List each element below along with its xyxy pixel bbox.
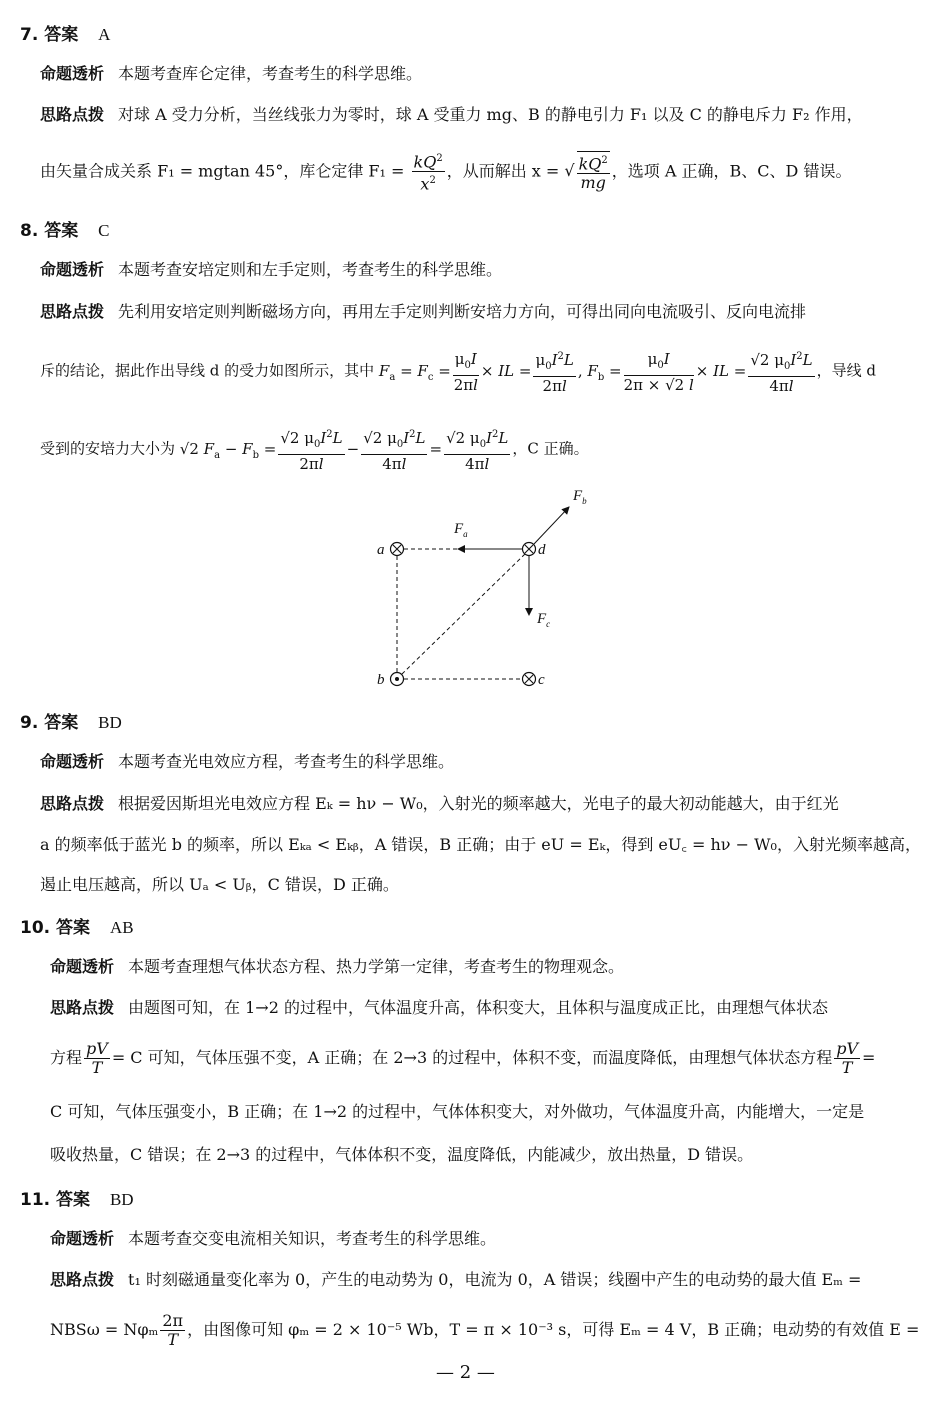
- q8-header: [20, 216, 109, 241]
- hint-text: 受到的安培力大小为: [40, 439, 176, 458]
- q7-hint-line1: [40, 103, 863, 127]
- q11-header: [20, 1185, 134, 1210]
- q10-answer: AB: [109, 918, 134, 937]
- q11-answer: BD: [109, 1190, 134, 1209]
- hint-label: 思路点拨: [40, 794, 105, 813]
- q9-hint-line3: [40, 873, 399, 897]
- resultant-formula: √2 $F_a - F_b$ = $\frac{√2 \mu_0I^2L}{2\pi l}$ − $\frac{√2 \mu_0I^2L}{4\pi l}$ = $\frac{√2 \mu_0I^2L}{4\pi l}$: [180, 440, 513, 458]
- analysis-label: 命题透析: [40, 752, 105, 771]
- q11-hint-line1: [50, 1268, 861, 1292]
- q9-analysis: [40, 750, 454, 774]
- q10-hint-line4: [50, 1143, 753, 1167]
- q10-analysis: [50, 955, 624, 979]
- answer-label: 答案: [44, 221, 79, 241]
- hint-text: t₁ 时刻磁通量变化率为 0，产生的电动势为 0，电流为 0，A 错误；线圈中产生的电动势的最大值 Eₘ =: [128, 1270, 862, 1289]
- label-a: a: [377, 542, 385, 558]
- sqrt-expression: √ $\frac{kQ^2}{mg}$: [564, 161, 611, 180]
- label-Fc: $F_c$: [537, 611, 551, 629]
- answer-label: 答案: [44, 713, 79, 733]
- wire-b: [391, 673, 404, 686]
- hint-text: 由题图可知，在 1→2 的过程中，气体温度升高，体积变大，且体积与温度成正比，由理想气体状态: [128, 998, 828, 1017]
- q7-analysis: [40, 62, 422, 86]
- coulomb-fraction: $\frac{kQ^2}{x^2}$: [412, 150, 445, 194]
- analysis-text: 本题考查安培定则和左手定则，考查考生的科学思维。: [118, 260, 503, 279]
- hint-label: 思路点拨: [50, 1270, 115, 1289]
- q9-hint-line1: [40, 792, 839, 816]
- q10-header: [20, 913, 134, 938]
- diagonal-bd: [402, 554, 525, 674]
- omega-fraction: $\frac{2\pi}{T}$: [162, 1311, 184, 1349]
- q8-analysis: [40, 258, 502, 282]
- answer-label: 答案: [56, 1190, 91, 1210]
- hint-text: ，从而解出 x =: [446, 161, 560, 181]
- Fb-arrow: [534, 507, 569, 544]
- wire-a: [391, 543, 404, 556]
- analysis-label: 命题透析: [50, 1229, 115, 1248]
- hint-text: ，选项 A 正确，B、C、D 错误。: [611, 161, 852, 181]
- q11-analysis: [50, 1227, 496, 1251]
- analysis-text: 本题考查理想气体状态方程、热力学第一定律，考查考生的物理观念。: [128, 957, 625, 976]
- hint-text: 根据爱因斯坦光电效应方程 Eₖ = hν − W₀，入射光的频率越大，光电子的最大初动能越大，由于红光: [118, 794, 839, 813]
- hint-text: 斥的结论，据此作出导线 d 的受力如图所示，其中: [40, 361, 375, 380]
- label-c: c: [538, 672, 545, 688]
- answer-label: 答案: [56, 918, 91, 938]
- hint-text: 先利用安培定则判断磁场方向，再用左手定则判断安培力方向，可得出同向电流吸引、反向电流排: [118, 302, 807, 321]
- wire-c: [523, 673, 536, 686]
- q8-number: 8.: [20, 221, 39, 241]
- wire-d: [523, 543, 536, 556]
- label-d: d: [538, 542, 546, 558]
- hint-text: ，导线 d: [816, 361, 876, 380]
- q11-hint-line2: [50, 1312, 919, 1349]
- hint-text: 由矢量合成关系 F₁ = mgtan 45°，库仑定律 F₁ =: [40, 161, 405, 181]
- hint-label: 思路点拨: [40, 302, 105, 321]
- hint-text: = C 可知，气体压强不变，A 正确；在 2→3 的过程中，体积不变，而温度降低，由理想气体状态方程: [111, 1048, 833, 1067]
- q9-number: 9.: [20, 713, 39, 733]
- hint-text: 吸收热量，C 错误；在 2→3 的过程中，气体体积不变，温度降低，内能减少，放出热量，D 错误。: [50, 1145, 754, 1164]
- hint-text: 方程: [50, 1048, 83, 1067]
- q7-answer: A: [98, 25, 111, 44]
- q9-answer: BD: [98, 713, 122, 732]
- q8-answer: C: [98, 221, 110, 240]
- analysis-label: 命题透析: [50, 957, 115, 976]
- hint-text: ，C 正确。: [512, 439, 589, 458]
- hint-text: =: [862, 1048, 876, 1067]
- label-Fa: $F_a$: [454, 521, 468, 539]
- q9-hint-line2: [40, 833, 921, 857]
- q10-number: 10.: [20, 918, 51, 938]
- q8-hint-line3: [40, 426, 589, 473]
- analysis-label: 命题透析: [40, 64, 105, 83]
- analysis-label: 命题透析: [40, 260, 105, 279]
- q10-hint-line1: [50, 996, 828, 1020]
- hint-text: NBSω = Nφₘ: [50, 1320, 159, 1339]
- q10-hint-line3: [50, 1100, 864, 1124]
- force-formula: $F_a = F_c$ = $\frac{\mu_0I}{2\pi l}$ × IL = $\frac{\mu_0I^2L}{2\pi l}$ , $F_b$ = $\frac{\mu_0I}{2\pi \times √2 l}$ × IL = $\frac{√2 \mu_0I^2L}{4\pi l}$: [378, 349, 813, 395]
- q7-hint-line2: [40, 150, 851, 194]
- gas-law-fraction: $\frac{pV}{T}$: [86, 1039, 108, 1077]
- label-Fb: $F_b$: [573, 488, 587, 506]
- gas-law-fraction: $\frac{pV}{T}$: [836, 1039, 859, 1077]
- hint-label: 思路点拨: [50, 998, 115, 1017]
- hint-text: 遏止电压越高，所以 Uₐ < Uᵦ，C 错误，D 正确。: [40, 875, 399, 894]
- hint-text: ，由图像可知 φₘ = 2 × 10⁻⁵ Wb，T = π × 10⁻³ s，可得 Eₘ = 4 V，B 正确；电动势的有效值 E =: [187, 1320, 920, 1339]
- hint-text: 对球 A 受力分析，当丝线张力为零时，球 A 受重力 mg、B 的静电引力 F₁ 以及 C 的静电斥力 F₂ 作用，: [118, 105, 863, 124]
- answer-label: 答案: [44, 25, 79, 45]
- analysis-text: 本题考查库仑定律，考查考生的科学思维。: [118, 64, 423, 83]
- q7-number: 7.: [20, 25, 39, 45]
- hint-label: 思路点拨: [40, 105, 105, 124]
- analysis-text: 本题考查光电效应方程，考查考生的科学思维。: [118, 752, 455, 771]
- hint-text: a 的频率低于蓝光 b 的频率，所以 Eₖₐ < Eₖᵦ，A 错误，B 正确；由于 eU = Eₖ，得到 eU꜀ = hν − W₀，入射光频率越高，: [40, 835, 921, 854]
- q11-number: 11.: [20, 1190, 51, 1210]
- q7-header: [20, 20, 110, 45]
- force-diagram: [370, 485, 600, 695]
- page-number: — 2 —: [436, 1362, 495, 1383]
- q10-hint-line2: [50, 1040, 875, 1077]
- analysis-text: 本题考查交变电流相关知识，考查考生的科学思维。: [128, 1229, 497, 1248]
- label-b: b: [377, 672, 385, 688]
- q8-hint-line1: [40, 300, 806, 324]
- q9-header: [20, 708, 122, 733]
- hint-text: C 可知，气体压强变小，B 正确；在 1→2 的过程中，气体体积变大，对外做功，气体温度升高，内能增大，一定是: [50, 1102, 865, 1121]
- q8-hint-line2: [40, 348, 876, 395]
